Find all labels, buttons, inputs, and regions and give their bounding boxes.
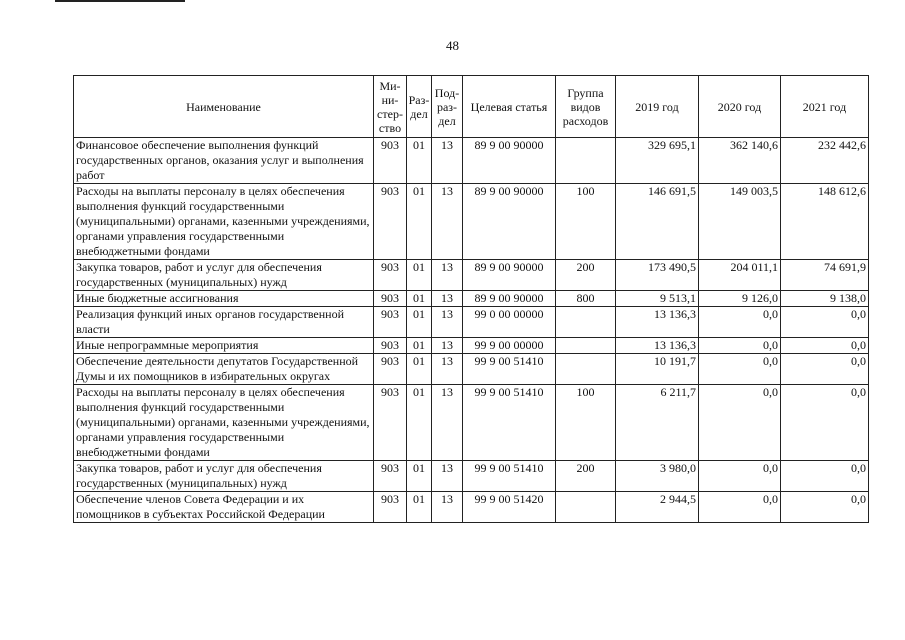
table-row <box>74 138 869 184</box>
row-2020: 0,0 <box>699 385 781 461</box>
table-row <box>74 461 869 492</box>
row-subsection: 13 <box>432 385 463 461</box>
row-group: 800 <box>556 291 616 307</box>
row-2021: 148 612,6 <box>781 184 869 260</box>
row-2021: 232 442,6 <box>781 138 869 184</box>
row-ministry: 903 <box>374 492 407 523</box>
row-2021: 0,0 <box>781 338 869 354</box>
row-target: 99 9 00 51410 <box>463 354 556 385</box>
row-subsection: 13 <box>432 184 463 260</box>
row-subsection: 13 <box>432 138 463 184</box>
row-2020: 0,0 <box>699 492 781 523</box>
row-group <box>556 338 616 354</box>
row-ministry: 903 <box>374 307 407 338</box>
row-2019: 9 513,1 <box>616 291 699 307</box>
row-name: Обеспечение членов Совета Федерации и их помощников в субъектах Российской Федерации <box>74 492 374 523</box>
row-group <box>556 492 616 523</box>
row-section: 01 <box>407 291 432 307</box>
row-2019: 6 211,7 <box>616 385 699 461</box>
header-target: Целевая статья <box>463 76 556 138</box>
row-2019: 329 695,1 <box>616 138 699 184</box>
row-group: 100 <box>556 184 616 260</box>
table-header-row <box>74 76 869 138</box>
row-2020: 362 140,6 <box>699 138 781 184</box>
row-2021: 9 138,0 <box>781 291 869 307</box>
row-ministry: 903 <box>374 338 407 354</box>
row-ministry: 903 <box>374 461 407 492</box>
row-subsection: 13 <box>432 461 463 492</box>
row-target: 99 0 00 00000 <box>463 307 556 338</box>
row-2019: 13 136,3 <box>616 338 699 354</box>
table-row <box>74 291 869 307</box>
row-2020: 0,0 <box>699 307 781 338</box>
row-target: 89 9 00 90000 <box>463 291 556 307</box>
row-2020: 149 003,5 <box>699 184 781 260</box>
row-section: 01 <box>407 461 432 492</box>
row-2021: 74 691,9 <box>781 260 869 291</box>
row-name: Иные бюджетные ассигнования <box>74 291 374 307</box>
row-name: Расходы на выплаты персоналу в целях обеспечения выполнения функций государственными (муниципальными) органами, казенными учреждениями, органами управления государственными внебюджетными фондами <box>74 184 374 260</box>
row-target: 89 9 00 90000 <box>463 184 556 260</box>
row-section: 01 <box>407 385 432 461</box>
table-row <box>74 338 869 354</box>
row-2020: 0,0 <box>699 338 781 354</box>
row-section: 01 <box>407 184 432 260</box>
header-subsection: Под- раз- дел <box>432 76 463 138</box>
row-subsection: 13 <box>432 492 463 523</box>
row-name: Расходы на выплаты персоналу в целях обеспечения выполнения функций государственными (муниципальными) органами, казенными учреждениями, органами управления государственными внебюджетными фондами <box>74 385 374 461</box>
row-group: 100 <box>556 385 616 461</box>
row-name: Иные непрограммные мероприятия <box>74 338 374 354</box>
table-row <box>74 354 869 385</box>
row-subsection: 13 <box>432 291 463 307</box>
table-row <box>74 184 869 260</box>
row-2020: 0,0 <box>699 354 781 385</box>
row-name: Закупка товаров, работ и услуг для обеспечения государственных (муниципальных) нужд <box>74 461 374 492</box>
row-2021: 0,0 <box>781 307 869 338</box>
row-target: 99 9 00 51420 <box>463 492 556 523</box>
row-name: Закупка товаров, работ и услуг для обеспечения государственных (муниципальных) нужд <box>74 260 374 291</box>
table-row <box>74 385 869 461</box>
row-2021: 0,0 <box>781 461 869 492</box>
row-subsection: 13 <box>432 354 463 385</box>
row-2020: 0,0 <box>699 461 781 492</box>
row-ministry: 903 <box>374 184 407 260</box>
row-section: 01 <box>407 260 432 291</box>
row-2021: 0,0 <box>781 354 869 385</box>
header-2019: 2019 год <box>616 76 699 138</box>
row-section: 01 <box>407 138 432 184</box>
row-2019: 3 980,0 <box>616 461 699 492</box>
row-group <box>556 307 616 338</box>
row-2021: 0,0 <box>781 492 869 523</box>
row-name: Финансовое обеспечение выполнения функций государственных органов, оказания услуг и выполнения работ <box>74 138 374 184</box>
row-target: 99 9 00 00000 <box>463 338 556 354</box>
table-row <box>74 307 869 338</box>
row-subsection: 13 <box>432 338 463 354</box>
row-target: 89 9 00 90000 <box>463 138 556 184</box>
row-2019: 13 136,3 <box>616 307 699 338</box>
row-group: 200 <box>556 260 616 291</box>
page-number: 48 <box>446 38 459 53</box>
header-2020: 2020 год <box>699 76 781 138</box>
row-section: 01 <box>407 354 432 385</box>
row-2021: 0,0 <box>781 385 869 461</box>
row-target: 89 9 00 90000 <box>463 260 556 291</box>
row-subsection: 13 <box>432 307 463 338</box>
row-ministry: 903 <box>374 354 407 385</box>
row-2020: 9 126,0 <box>699 291 781 307</box>
row-section: 01 <box>407 307 432 338</box>
header-ministry: Ми- ни- стер- ство <box>374 76 407 138</box>
row-2020: 204 011,1 <box>699 260 781 291</box>
row-name: Обеспечение деятельности депутатов Государственной Думы и их помощников в избирательных округах <box>74 354 374 385</box>
row-subsection: 13 <box>432 260 463 291</box>
row-target: 99 9 00 51410 <box>463 461 556 492</box>
row-target: 99 9 00 51410 <box>463 385 556 461</box>
row-section: 01 <box>407 492 432 523</box>
row-ministry: 903 <box>374 260 407 291</box>
header-section: Раз- дел <box>407 76 432 138</box>
row-ministry: 903 <box>374 385 407 461</box>
row-group <box>556 354 616 385</box>
budget-table <box>73 75 869 523</box>
row-group: 200 <box>556 461 616 492</box>
row-group <box>556 138 616 184</box>
row-name: Реализация функций иных органов государственной власти <box>74 307 374 338</box>
row-section: 01 <box>407 338 432 354</box>
header-group: Группа видов расходов <box>556 76 616 138</box>
header-name: Наименование <box>74 76 374 138</box>
table-row <box>74 492 869 523</box>
header-2021: 2021 год <box>781 76 869 138</box>
top-rule <box>55 0 185 2</box>
row-2019: 173 490,5 <box>616 260 699 291</box>
row-ministry: 903 <box>374 291 407 307</box>
row-ministry: 903 <box>374 138 407 184</box>
row-2019: 146 691,5 <box>616 184 699 260</box>
table-row <box>74 260 869 291</box>
row-2019: 2 944,5 <box>616 492 699 523</box>
row-2019: 10 191,7 <box>616 354 699 385</box>
